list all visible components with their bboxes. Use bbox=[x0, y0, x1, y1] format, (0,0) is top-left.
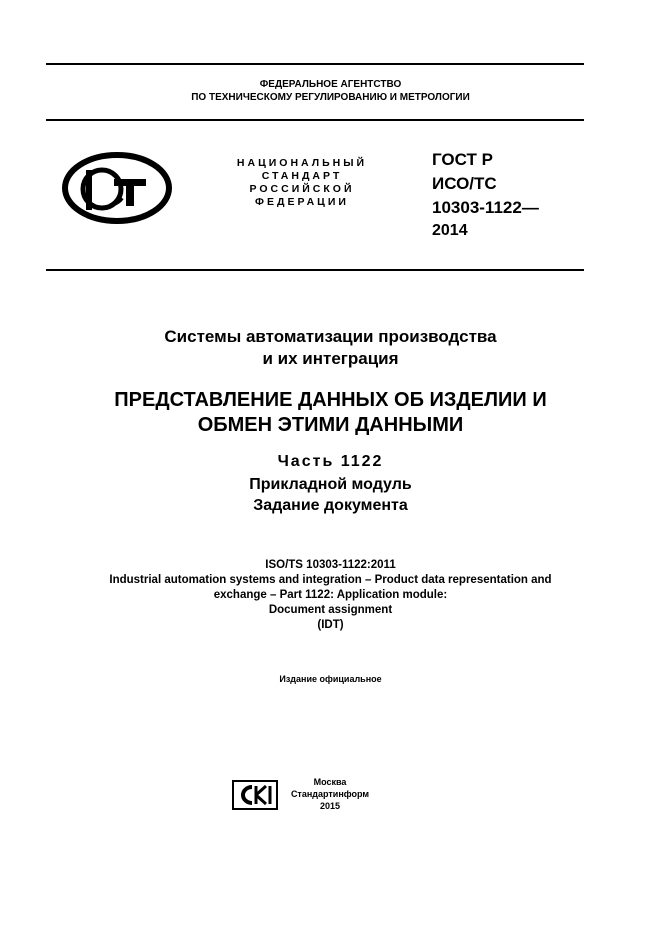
designation-line-2: ИСО/ТС bbox=[432, 174, 497, 193]
iso-line-2: exchange – Part 1122: Application module: bbox=[213, 589, 448, 601]
top-rule bbox=[46, 63, 584, 65]
designation-line-1: ГОСТ Р bbox=[432, 150, 493, 169]
national-line-1: НАЦИОНАЛЬНЫЙ bbox=[236, 157, 368, 169]
part-subtitle-line-1: Прикладной модуль bbox=[249, 476, 412, 493]
standartinform-logo-icon bbox=[232, 780, 278, 810]
title-main-line-2: ОБМЕН ЭТИМИ ДАННЫМИ bbox=[197, 414, 464, 436]
designation-line-3: 10303-1122— bbox=[432, 198, 539, 217]
publisher-year: 2015 bbox=[319, 801, 341, 811]
iso-code: ISO/TS 10303-1122:2011 bbox=[265, 559, 396, 571]
edition-label: Издание официальное bbox=[279, 674, 382, 684]
agency-line-2: ПО ТЕХНИЧЕСКОМУ РЕГУЛИРОВАНИЮ И МЕТРОЛОГИИ bbox=[191, 92, 470, 103]
bottom-header-rule bbox=[46, 269, 584, 271]
agency-line-1: ФЕДЕРАЛЬНОЕ АГЕНТСТВО bbox=[259, 79, 402, 90]
title-line-1: Системы автоматизации производства bbox=[164, 327, 497, 346]
iso-line-4: (IDT) bbox=[317, 619, 344, 631]
header-rule bbox=[46, 119, 584, 121]
iso-reference bbox=[0, 558, 661, 633]
title-subject bbox=[0, 326, 661, 370]
part-subtitle-line-2: Задание документа bbox=[253, 497, 408, 514]
designation-line-4: 2014 bbox=[432, 222, 468, 239]
publisher-info bbox=[285, 776, 375, 812]
title-line-2: и их интеграция bbox=[262, 349, 399, 368]
national-line-4: ФЕДЕРАЦИИ bbox=[255, 196, 349, 208]
publisher-name: Стандартинформ bbox=[290, 789, 370, 799]
national-standard-label bbox=[212, 157, 392, 209]
standard-designation bbox=[432, 148, 539, 242]
publisher-city: Москва bbox=[313, 777, 347, 787]
iso-line-1: Industrial automation systems and integration – Product data representation and bbox=[109, 574, 552, 586]
national-line-2: СТАНДАРТ bbox=[261, 170, 343, 182]
title-main bbox=[0, 388, 661, 438]
gost-r-emblem-icon bbox=[62, 152, 172, 224]
part-subtitle bbox=[0, 474, 661, 516]
title-main-line-1: ПРЕДСТАВЛЕНИЕ ДАННЫХ ОБ ИЗДЕЛИИ И bbox=[114, 389, 547, 411]
national-line-3: РОССИЙСКОЙ bbox=[249, 183, 355, 195]
agency-header bbox=[0, 78, 661, 104]
part-number: Часть 1122 bbox=[277, 453, 384, 470]
iso-line-3: Document assignment bbox=[268, 604, 393, 616]
